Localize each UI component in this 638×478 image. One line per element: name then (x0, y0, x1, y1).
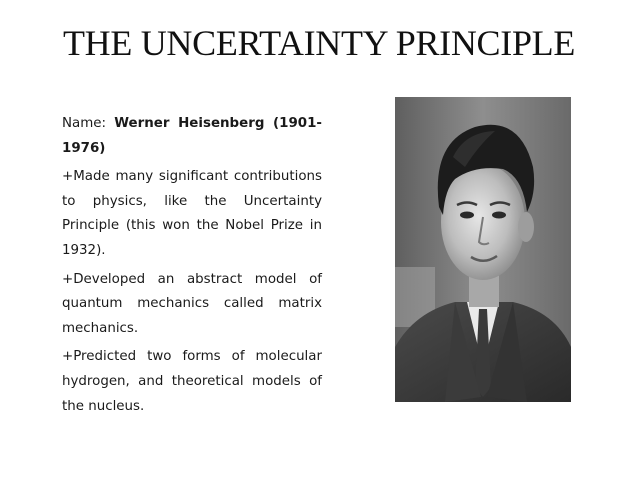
name-value: Werner Heisenberg (1901-1976) (62, 116, 322, 156)
bio-point: +Made many significant contributions to physics, like the Uncertainty Principle (this won the Nobel Prize in 1932). (62, 169, 322, 258)
bio-point: +Developed an abstract model of quantum mechanics called matrix mechanics. (62, 271, 322, 336)
heisenberg-portrait-photo (395, 97, 571, 402)
name-label: Name: (62, 116, 107, 131)
bio-point: +Predicted two forms of molecular hydrogen, and theoretical models of the nucleus. (62, 349, 322, 414)
name-line (62, 112, 322, 161)
bio-text-block (62, 112, 322, 423)
slide-title: THE UNCERTAINTY PRINCIPLE (62, 23, 576, 63)
